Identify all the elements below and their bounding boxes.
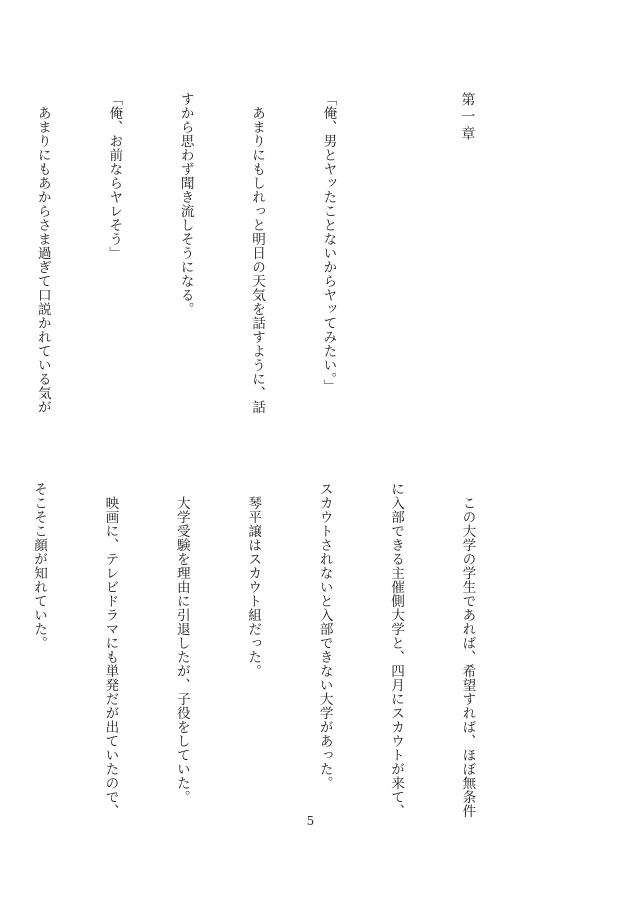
- page-number: 5: [306, 814, 315, 828]
- upper-text-block: [0, 92, 526, 437]
- text-line: スカウトされないと入部できない大学があった。: [316, 482, 333, 790]
- text-line: 大学受験を理由に引退したが、子役をしていた。: [173, 482, 190, 804]
- chapter-gap: [387, 92, 399, 437]
- text-line: 「俺、お前ならヤレそう」: [106, 92, 123, 260]
- lower-text-block: [0, 482, 526, 822]
- text-line: 「俺、男とヤッたことないからヤッてみたい。」: [320, 92, 337, 394]
- chapter-title: 第一章: [459, 92, 476, 143]
- text-line: この大学の学生であれば、希望すれば、ほぼ無条件: [459, 482, 476, 818]
- text-line: 琴平譲はスカウト組だった。: [245, 482, 262, 678]
- text-line: そこそこ顔が知れていた。: [31, 482, 48, 650]
- text-line: あまりにもあからさま過ぎて口説かれている気が: [34, 92, 51, 414]
- text-line: すから思わず聞き流しそうになる。: [177, 92, 194, 316]
- text-line: あまりにもしれっと明日の天気を話すように、話: [249, 92, 266, 414]
- text-line: 映画に、テレビドラマにも単発だが出ていたので、: [102, 482, 119, 818]
- text-line: に入部できる主催側大学と、四月にスカウトが来て、: [388, 482, 405, 818]
